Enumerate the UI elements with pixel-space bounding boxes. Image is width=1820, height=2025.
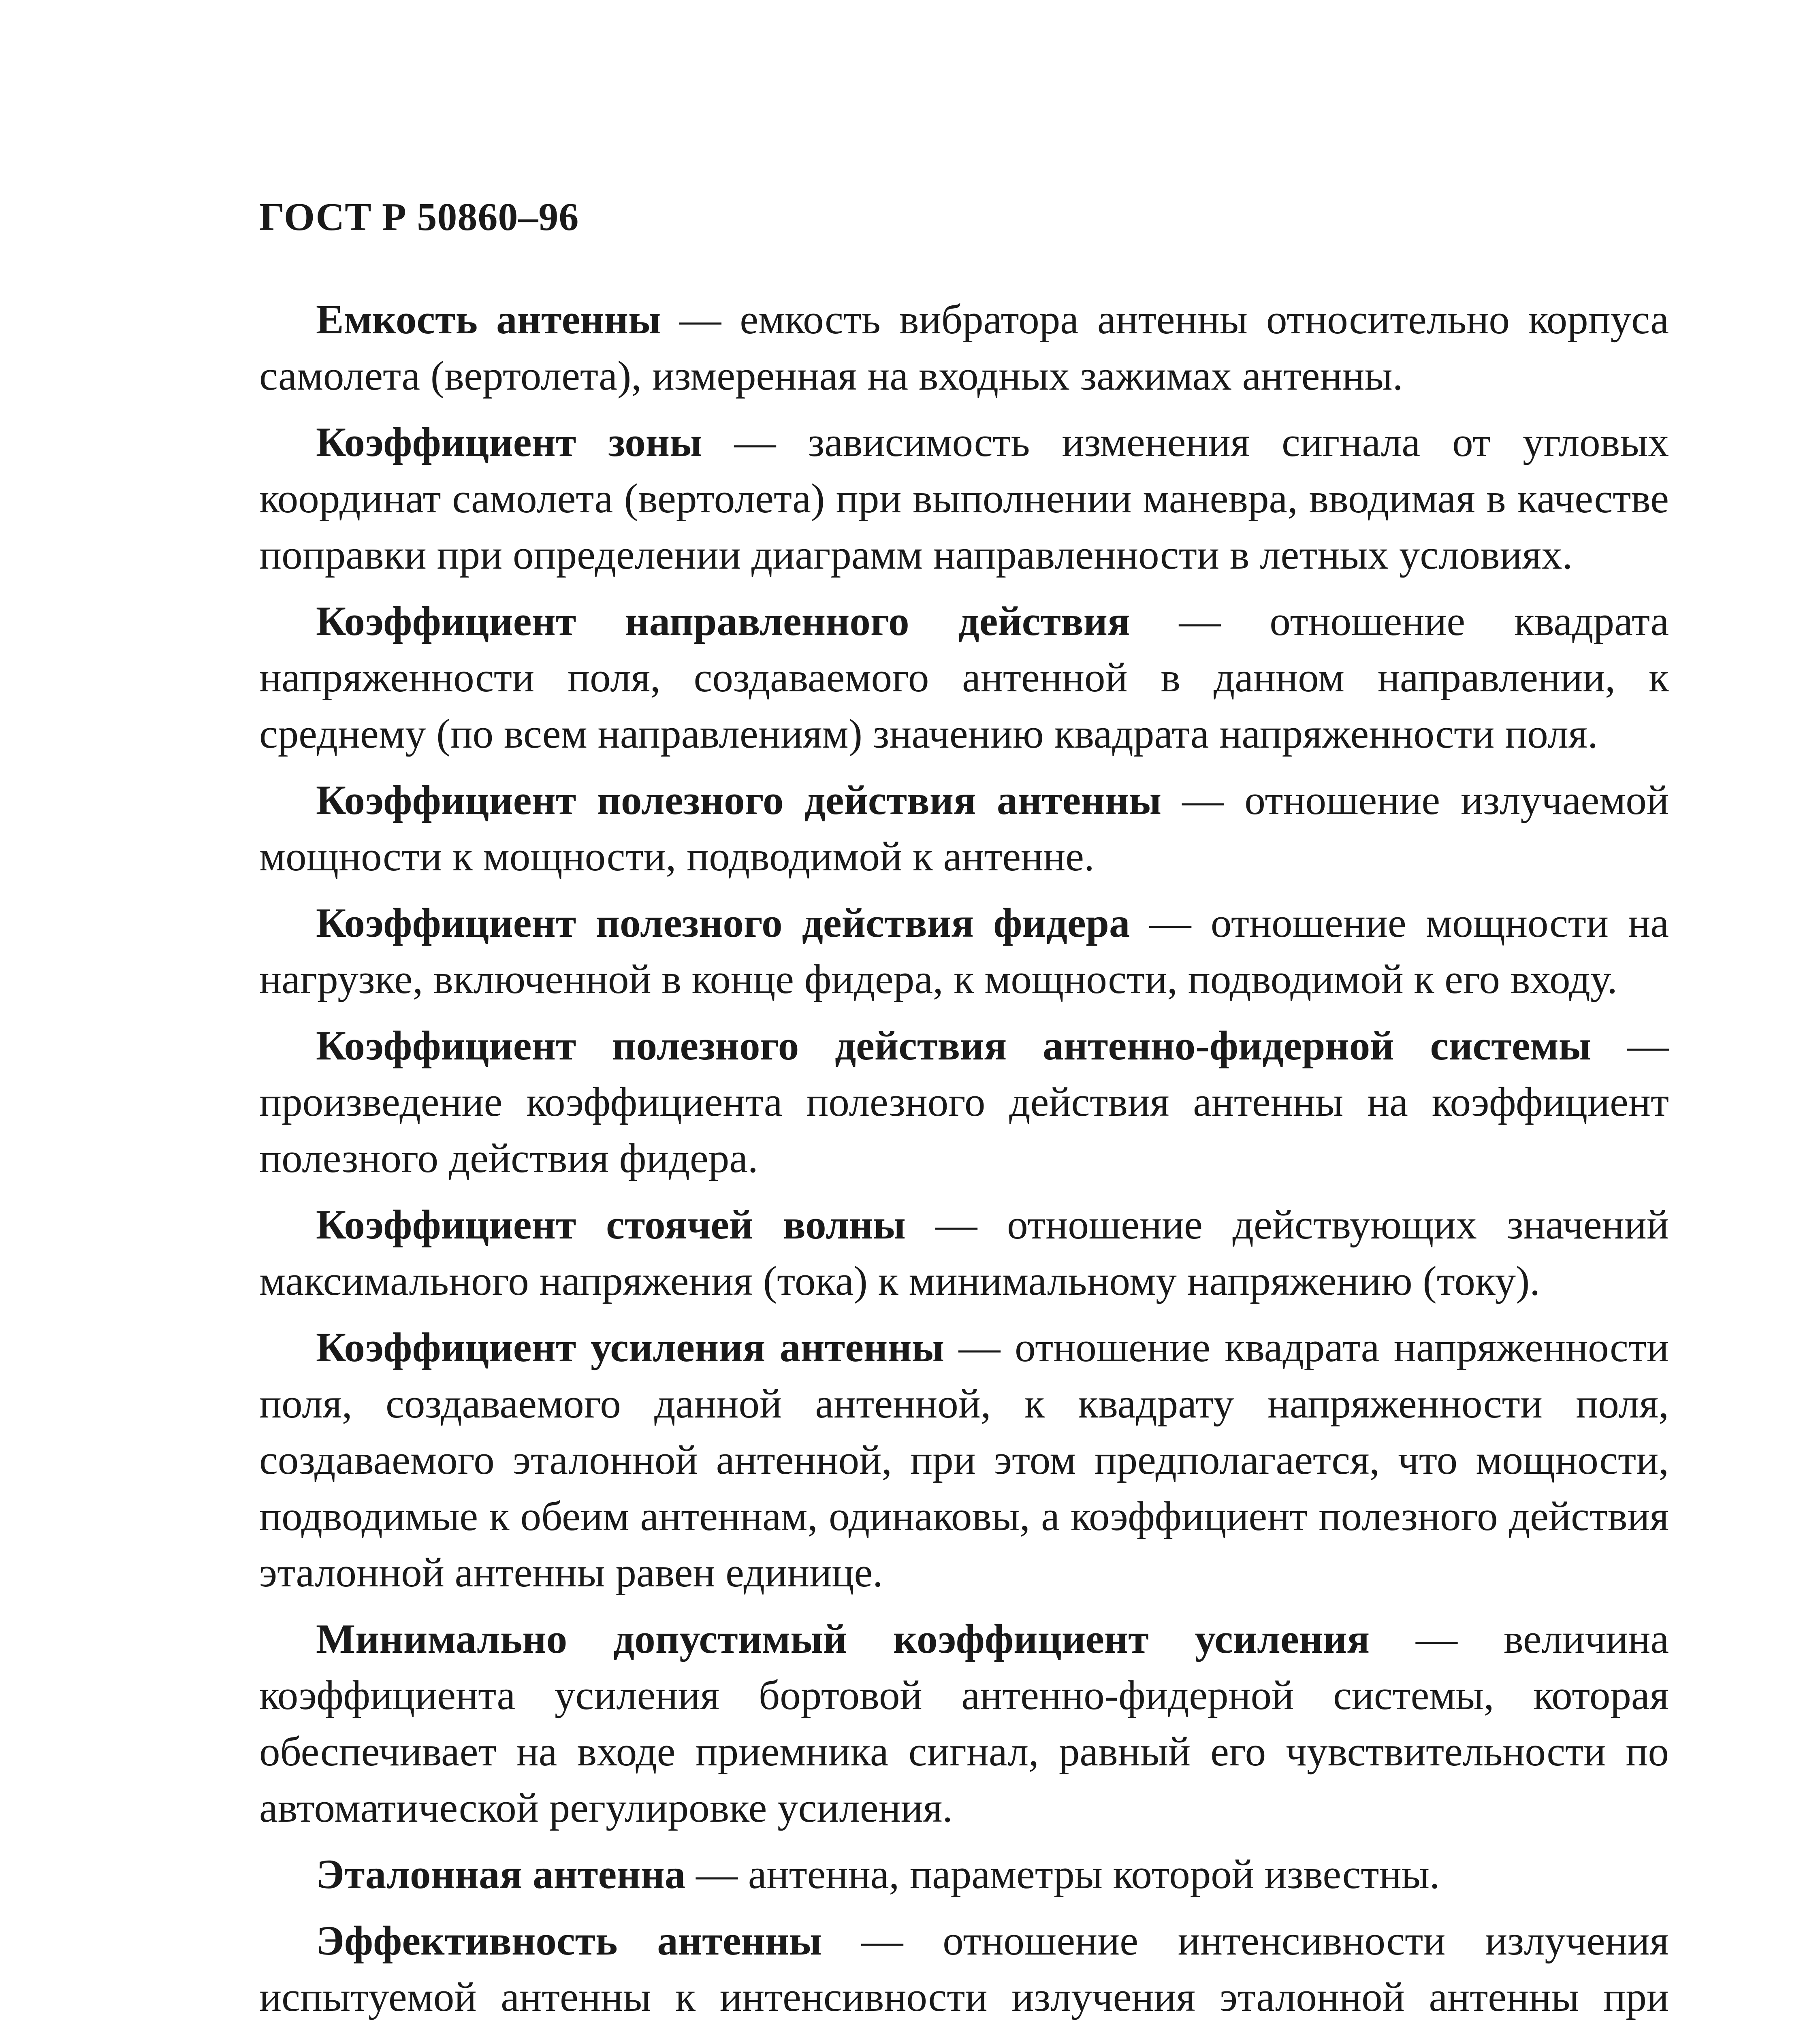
definition-text: — произведение коэффициента полезного действия антенны на коэффициент полезного действия фидера. xyxy=(259,1023,1669,1181)
definition-antenna-effectiveness xyxy=(259,1913,1669,2025)
definition-text: — отношение интенсивности излучения испытуемой антенны к интенсивности излучения эталонной антенны при xyxy=(259,1918,1669,2020)
definition-text: — отношение излучаемой мощности к мощности, подводимой к антенне. xyxy=(259,777,1669,880)
definition-text: — отношение квадрата напряженности поля, создаваемого антенной в данном направлении, к среднему (по всем направлениям) значению квадрата напряженности поля. xyxy=(259,598,1669,757)
document-code-header: ГОСТ Р 50860–96 xyxy=(259,195,579,239)
definition-text: — емкость вибратора антенны относительно корпуса самолета (вертолета), измеренная на входных зажимах антенны. xyxy=(259,296,1669,399)
definition-feeder-efficiency xyxy=(259,895,1669,1008)
definition-system-efficiency xyxy=(259,1018,1669,1187)
definition-directivity xyxy=(259,593,1669,762)
term: Коэффициент полезного действия антенны xyxy=(316,777,1162,823)
term: Коэффициент полезного действия фидера xyxy=(316,900,1130,946)
term: Коэффициент усиления антенны xyxy=(316,1324,945,1371)
definition-text: — отношение мощности на нагрузке, включенной в конце фидера, к мощности, подводимой к его входу. xyxy=(259,900,1669,1002)
definition-reference-antenna xyxy=(259,1846,1669,1903)
term: Коэффициент стоячей волны xyxy=(316,1202,906,1248)
definition-vswr xyxy=(259,1197,1669,1309)
term: Емкость антенны xyxy=(316,296,661,343)
definition-minimum-gain xyxy=(259,1611,1669,1836)
definition-text: — антенна, параметры которой известны. xyxy=(685,1851,1440,1897)
definition-text: — отношение квадрата напряженности поля, создаваемого данной антенной, к квадрату напряженности поля, создаваемого эталонной антенной, при этом предполагается, что мощности, подводимые к обеим антеннам, одинаковы, а коэффициент полезного действия эталонной антенны равен единице. xyxy=(259,1324,1669,1596)
definition-antenna-gain xyxy=(259,1319,1669,1601)
definition-text: — отношение действующих значений максимального напряжения (тока) к минимальному напряжению (току). xyxy=(259,1202,1669,1304)
term: Минимально допустимый коэффициент усиления xyxy=(316,1616,1370,1662)
definition-text: — величина коэффициента усиления бортовой антенно-фидерной системы, которая обеспечивает на входе приемника сигнал, равный его чувствительности по автоматической регулировке усиления. xyxy=(259,1616,1669,1831)
definition-antenna-efficiency xyxy=(259,772,1669,885)
term: Коэффициент зоны xyxy=(316,419,702,465)
definitions-body xyxy=(259,292,1669,2025)
definition-zone-coefficient xyxy=(259,414,1669,583)
definition-text: — зависимость изменения сигнала от угловых координат самолета (вертолета) при выполнении маневра, вводимая в качестве поправки при определении диаграмм направленности в летных условиях. xyxy=(259,419,1669,578)
term: Коэффициент направленного действия xyxy=(316,598,1130,644)
term: Эталонная антенна xyxy=(316,1851,686,1897)
term: Эффективность антенны xyxy=(316,1918,822,1964)
term: Коэффициент полезного действия антенно-фидерной системы xyxy=(316,1023,1592,1069)
definition-antenna-capacitance xyxy=(259,292,1669,404)
